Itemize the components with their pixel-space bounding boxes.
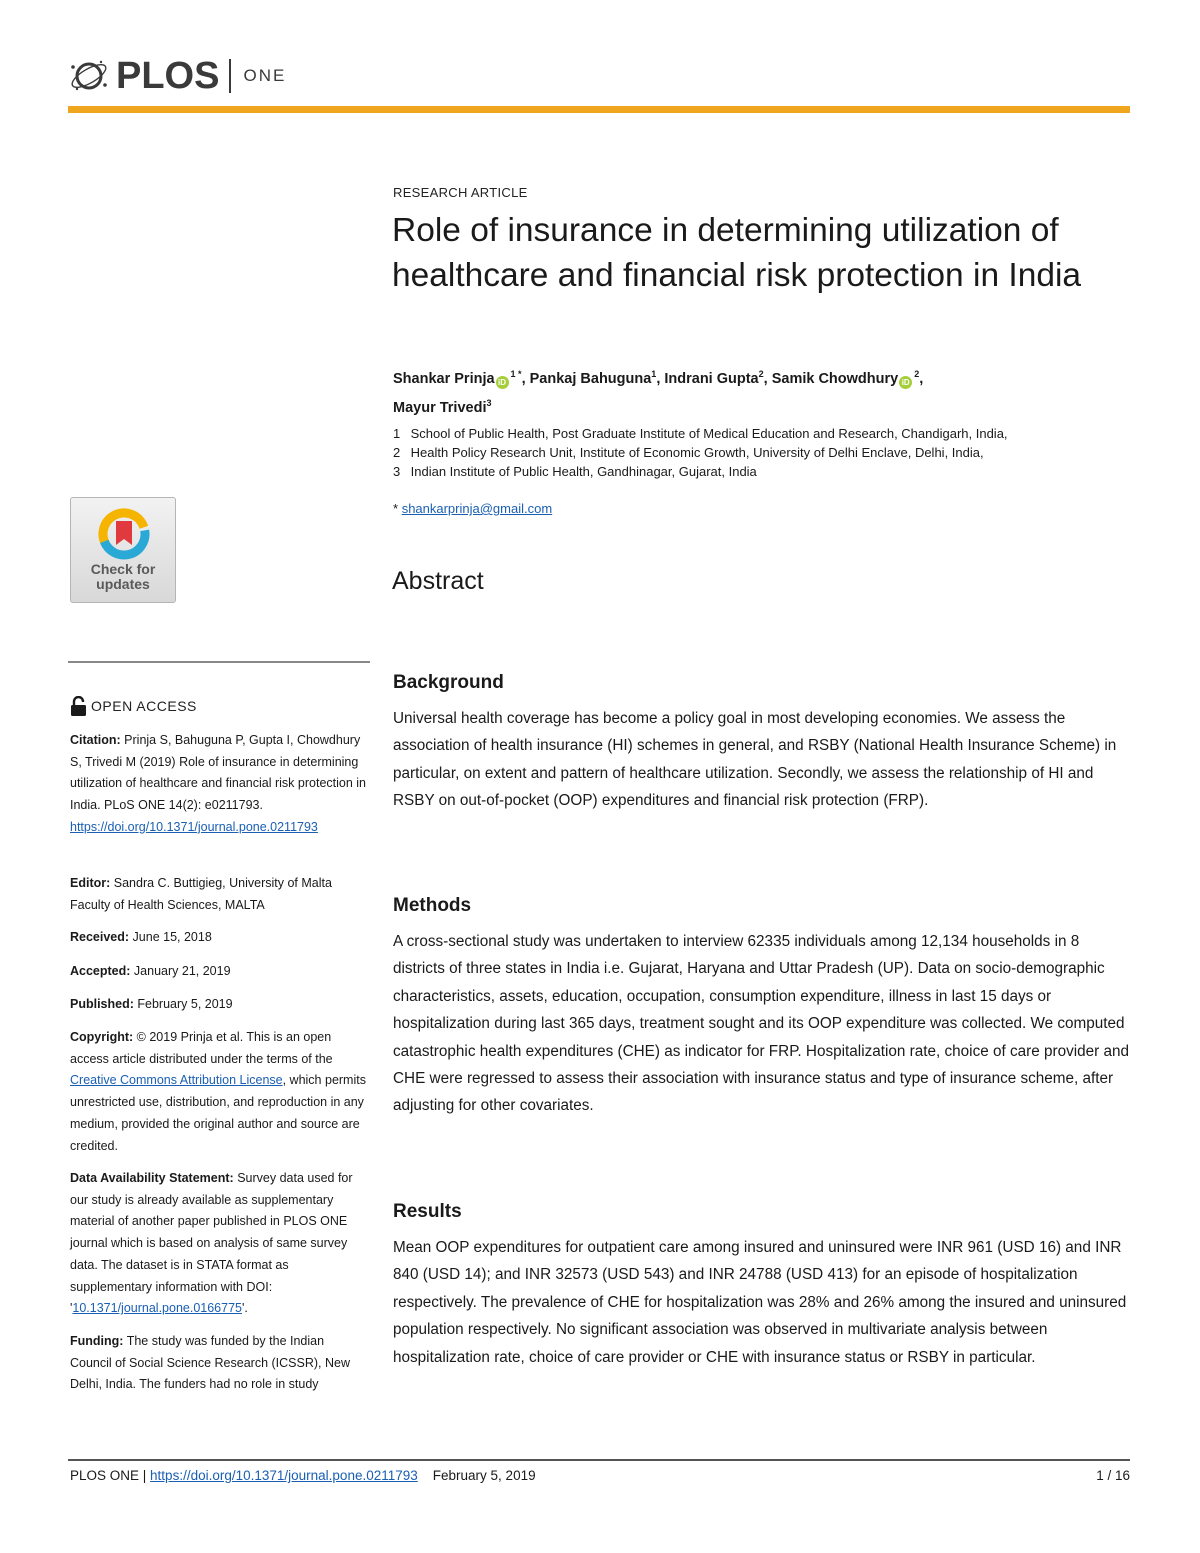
crossmark-icon (97, 507, 151, 561)
author-affiliation-marker: 2 (914, 369, 920, 379)
author-affiliation-marker: 3 (486, 397, 492, 408)
footer-citation: PLOS ONE | https://doi.org/10.1371/journal.pone.0211793 February 5, 2019 (70, 1468, 536, 1483)
email-link[interactable]: shankarprinja@gmail.com (401, 501, 553, 516)
license-link[interactable]: Creative Commons Attribution License (70, 1073, 283, 1088)
author-list: Shankar Prinja $iD^{1 *}$, Pankaj Bahuguna$^1$, Indrani Gupta$^2$, Samik Chowdhury $iD^2$, Mayur Trivedi$^3$ (393, 369, 924, 416)
article-title: Role of insurance in determining utilization of healthcare and financial risk protection in India (392, 212, 1082, 294)
affiliation-list (393, 424, 1153, 481)
methods-text: A cross-sectional study was undertaken to interview 62335 individuals among 12,134 households in 8 districts of three states in India i.e. Gujarat, Haryana and Uttar Pradesh (UP). Data on socio-demographic characteristics, assets, education, occupation, consumption expenditure, illness in last 15 days or hospitalization during last 365 days, treatment sought and its OOP expenditure was collected. We computed catastrophic health expenditures (CHE) as indicator for FRP. Hospitalization rate, choice of care provider and CHE were regressed to assess their association with insurance status and type of insurance scheme, after adjusting for other covariates. (393, 933, 1130, 1115)
methods-heading: Methods (393, 895, 472, 916)
citation-block: Citation: Prinja S, Bahuguna P, Gupta I, Chowdhury S, Trivedi M (2019) Role of insurance in determining utilization of healthcare and financial risk protection in India. PLoS ONE 14(2): e0211793. https://doi.org/10.1371/journal.pone.0211793 (70, 733, 367, 834)
journal-name: ONE (243, 66, 287, 85)
brand-name: PLOS (116, 54, 220, 97)
author-affiliation-marker: 1 (651, 369, 657, 379)
page-number: 1 / 16 (1096, 1468, 1130, 1483)
author-name: Mayur Trivedi (393, 399, 487, 416)
author-name: Shankar Prinja (393, 370, 495, 387)
affiliation-item: 1 School of Public Health, Post Graduate Institute of Medical Education and Research, Chandigarh, India, (393, 426, 1008, 441)
article-type: RESEARCH ARTICLE (393, 185, 528, 200)
abstract-heading: Abstract (392, 567, 484, 595)
header-accent-bar (68, 106, 1130, 113)
plos-logo[interactable] (68, 55, 286, 97)
results-text: Mean OOP expenditures for outpatient care among insured and uninsured were INR 961 (USD 16) and INR 840 (USD 14); and INR 32573 (USD 543) and INR 24788 (USD 413) for an episode of hospitalization respectively. The prevalence of CHE for hospitalization was 28% and 26% among the insured and uninsured population respectively. No significant association was observed in multivariate analysis between hospitalization rate, choice of care provider or CHE with insurance status or RSBY in particular. (393, 1239, 1127, 1366)
footer-divider (68, 1459, 1130, 1461)
citation-doi-link[interactable]: https://doi.org/10.1371/journal.pone.0211793 (70, 819, 318, 834)
author-affiliation-marker: 2 (758, 369, 764, 379)
funding-block: Funding: The study was funded by the Indian Council of Social Science Research (ICSSR), New Delhi, India. The funders had no role in study (70, 1334, 350, 1392)
logo-divider (229, 59, 231, 93)
open-access-badge (70, 696, 197, 716)
check-for-updates-badge[interactable] (70, 497, 176, 603)
copyright-block: Copyright: © 2019 Prinja et al. This is an open access article distributed under the terms of the Creative Commons Attribution License, which permits unrestricted use, distribution, and reproduction in any medium, provided the original author and source are credited. (70, 1030, 366, 1153)
crossmark-label: Check for updates (90, 561, 156, 592)
results-heading: Results (393, 1201, 462, 1222)
affiliation-item: 3 Indian Institute of Public Health, Gandhinagar, Gujarat, India (393, 464, 757, 479)
published-date: Published: February 5, 2019 (70, 997, 233, 1011)
background-heading: Background (393, 672, 504, 693)
author-name: Indrani Gupta (664, 370, 759, 387)
orcid-icon[interactable]: iD (899, 376, 912, 389)
sidebar-divider (68, 661, 370, 663)
footer-date: February 5, 2019 (432, 1468, 536, 1483)
plos-emblem-icon (68, 55, 110, 97)
background-text: Universal health coverage has become a policy goal in most developing economies. We assess the association of health insurance (HI) schemes in general, and RSBY (National Health Insurance Scheme) in particular, on extent and pattern of healthcare utilization. Secondly, we assess the relationship of HI and RSBY on out-of-pocket (OOP) expenditures and financial risk protection (FRP). (393, 710, 1117, 810)
orcid-icon[interactable]: iD (496, 376, 509, 389)
author-name: Samik Chowdhury (771, 370, 899, 387)
affiliation-item: 2 Health Policy Research Unit, Institute of Economic Growth, University of Delhi Enclave, Delhi, India, (393, 445, 984, 460)
editor-block: Editor: Sandra C. Buttigieg, University of Malta Faculty of Health Sciences, MALTA (70, 876, 332, 912)
open-access-label: OPEN ACCESS (91, 698, 197, 714)
data-availability-block: Data Availability Statement: Survey data used for our study is already available as supplementary material of another paper published in PLOS ONE journal which is based on analysis of same survey data. The dataset is in STATA format as supplementary information with DOI: '10.1371/journal.pone.0166775'. (70, 1171, 353, 1316)
dataset-doi-link[interactable]: 10.1371/journal.pone.0166775 (72, 1301, 242, 1316)
corresponding-email: * shankarprinja@gmail.com (393, 501, 553, 516)
author-name: Pankaj Bahuguna (529, 370, 652, 387)
accepted-date: Accepted: January 21, 2019 (70, 964, 231, 978)
unlocked-padlock-icon (70, 696, 87, 716)
author-affiliation-marker: 1 * (510, 369, 522, 379)
footer-doi-link[interactable]: https://doi.org/10.1371/journal.pone.0211793 (150, 1468, 418, 1483)
received-date: Received: June 15, 2018 (70, 930, 212, 944)
